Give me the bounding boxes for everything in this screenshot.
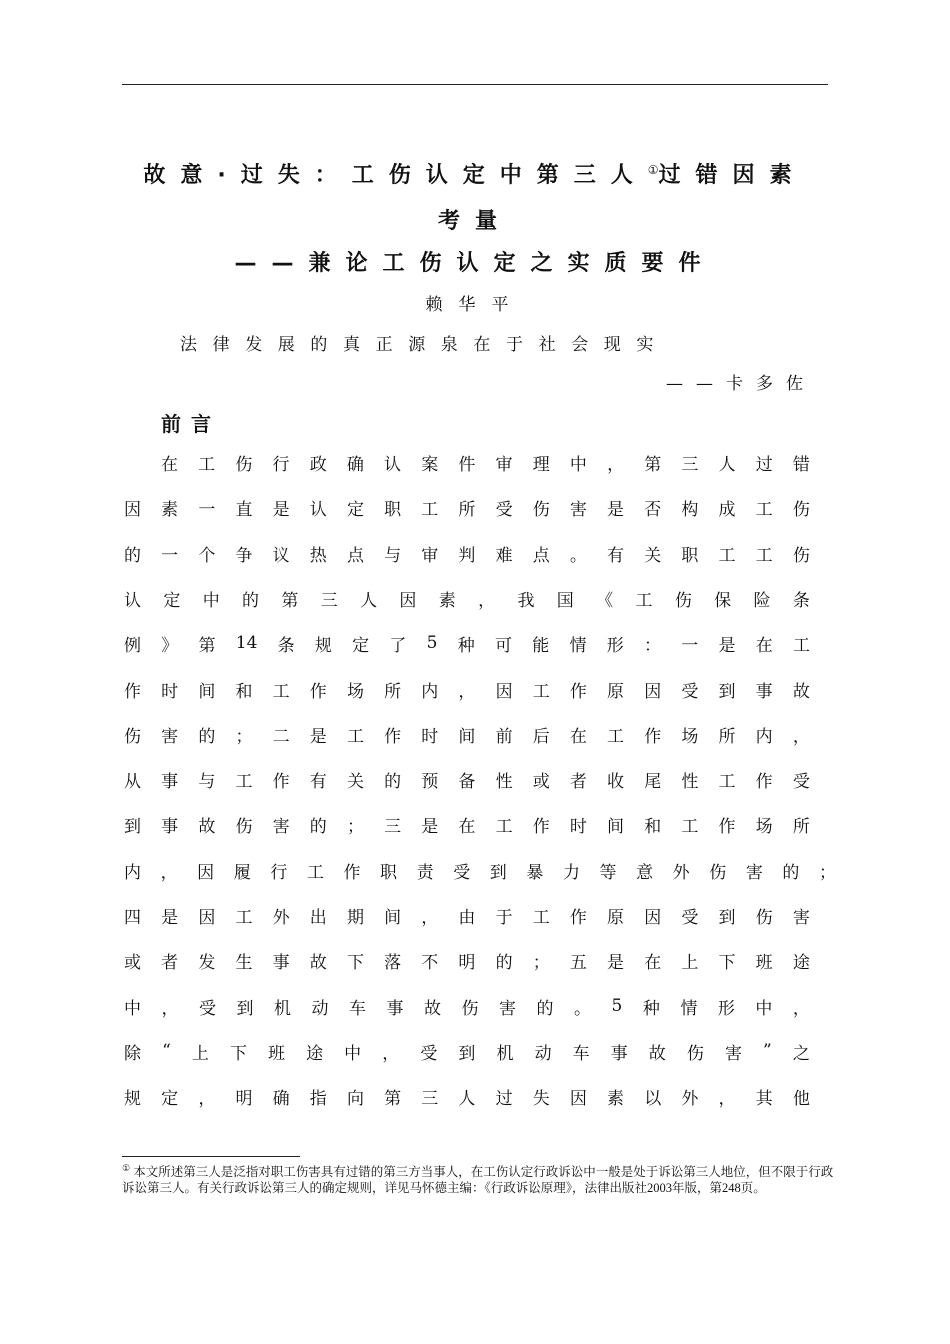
footnote-marker[interactable]: ①	[647, 163, 659, 177]
body-line: 认 定 中 的 第 三 人 因 素 ， 我 国 《 工 伤 保 险 条	[124, 590, 810, 611]
footnote-marker-note: ①	[122, 1163, 131, 1173]
body-line: 到 事 故 伤 害 的 ； 三 是 在 工 作 时 间 和 工 作 场 所	[124, 816, 810, 837]
body-line: 除 “ 上 下 班 途 中 ， 受 到 机 动 车 事 故 伤 害 ” 之	[124, 1041, 810, 1064]
epigraph-attribution: ——卡多佐	[666, 374, 816, 394]
body-line: 因 素 一 直 是 认 定 职 工 所 受 伤 害 是 否 构 成 工 伤	[124, 499, 810, 520]
article-subtitle: ——兼论工伤认定之实质要件	[234, 251, 716, 276]
epigraph-quote: 法律发展的真正源泉在于社会现实	[180, 335, 669, 355]
body-line: 内 ， 因 履 行 工 作 职 责 受 到 暴 力 等 意 外 伤 害 的 ；	[124, 862, 836, 883]
header-rule	[122, 84, 828, 85]
footnote-text: 本文所述第三人是泛指对职工伤害具有过错的第三方当事人，在工伤认定行政诉讼中一般是处于诉讼第三人地位，但不限于行政诉讼第三人。有关行政诉讼第三人的确定规则，详见马怀德主编：《行政诉讼原理》，法律出版社2003年版，第248页。	[122, 1165, 834, 1195]
body-line: 从 事 与 工 作 有 关 的 预 备 性 或 者 收 尾 性 工 作 受	[124, 771, 810, 792]
body-line: 的 一 个 争 议 热 点 与 审 判 难 点 。 有 关 职 工 工 伤	[124, 545, 810, 566]
footnote	[122, 1160, 834, 1196]
body-line: 例 》 第 14 条 规 定 了 5 种 可 能 情 形 ： 一 是 在 工	[124, 633, 810, 656]
body-line: 伤 害 的 ； 二 是 工 作 时 间 前 后 在 工 作 场 所 内 ，	[124, 726, 810, 747]
body-line: 规 定 ， 明 确 指 向 第 三 人 过 失 因 素 以 外 ， 其 他	[124, 1088, 810, 1109]
author-name: 赖华平	[425, 295, 525, 315]
body-line: 或 者 发 生 事 故 下 落 不 明 的 ； 五 是 在 上 下 班 途	[124, 952, 810, 973]
section-heading: 前言	[161, 412, 221, 436]
body-line: 四 是 因 工 外 出 期 间 ， 由 于 工 作 原 因 受 到 伤 害	[124, 907, 810, 928]
footnote-rule	[122, 1156, 300, 1157]
article-title-line1: 故意·过失：工伤认定中第三人①过错因素	[143, 163, 807, 188]
body-line: 中 ， 受 到 机 动 车 事 故 伤 害 的 。 5 种 情 形 中 ，	[124, 996, 810, 1019]
article-title-line2: 考量	[437, 209, 512, 234]
body-line: 在 工 伤 行 政 确 认 案 件 审 理 中 ， 第 三 人 过 错	[161, 454, 810, 475]
body-line: 作 时 间 和 工 作 场 所 内 ， 因 工 作 原 因 受 到 事 故	[124, 681, 810, 702]
